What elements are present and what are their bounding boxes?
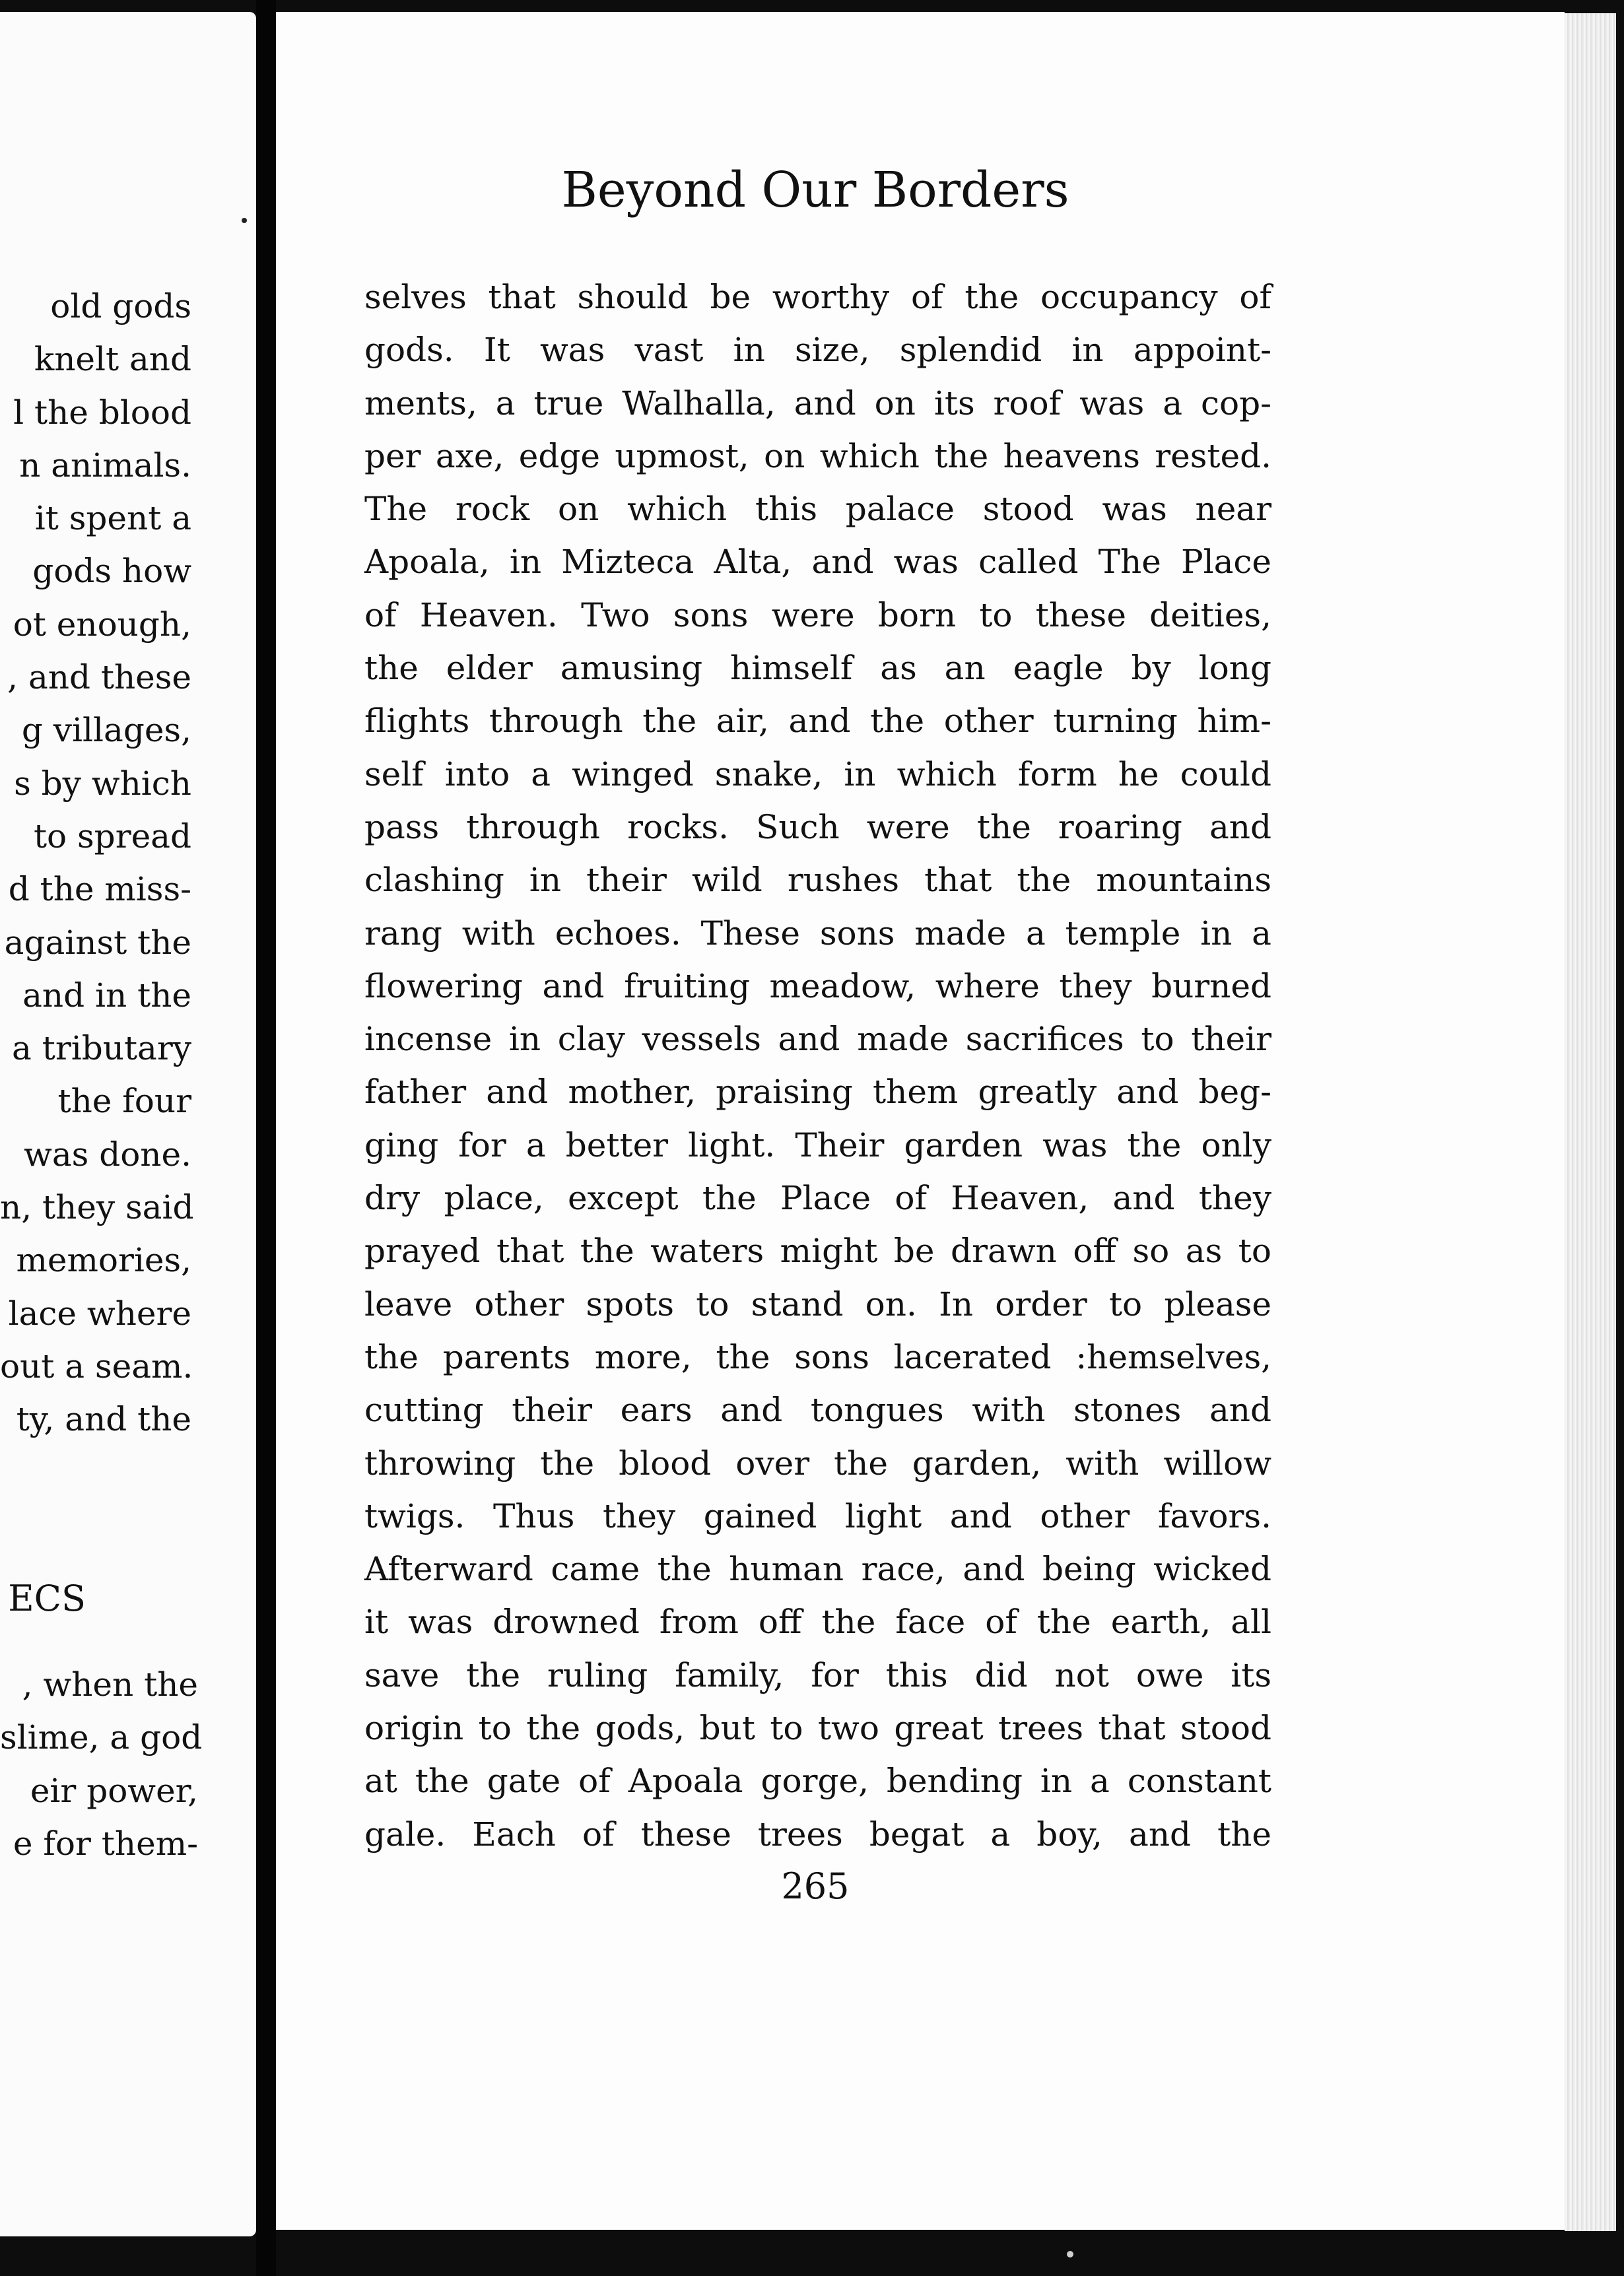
previous-page-line: s by which: [14, 764, 191, 803]
text-line: ging for a better light. Their garden was the only: [364, 1125, 1271, 1164]
previous-page-line: d the miss-: [8, 870, 191, 909]
previous-page-line: ty, and the: [16, 1400, 191, 1439]
text-line: dry place, except the Place of Heaven, and they: [364, 1179, 1271, 1218]
previous-page-line: old gods: [50, 287, 191, 325]
text-line: flowering and fruiting meadow, where they burned: [364, 966, 1271, 1005]
text-line: Apoala, in Mizteca Alta, and was called The Place: [364, 543, 1271, 582]
text-line: flights through the air, and the other turning him-: [364, 702, 1271, 741]
text-line: gods. It was vast in size, splendid in appoint-: [364, 331, 1271, 370]
text-line: of Heaven. Two sons were born to these deities,: [364, 595, 1271, 634]
previous-page-line: l the blood: [13, 393, 191, 432]
scan-speck: [1067, 2251, 1073, 2258]
text-line: origin to the gods, but to two great trees that stood: [364, 1709, 1271, 1748]
previous-page-text-bottom: [0, 1658, 203, 1870]
text-line: per axe, edge upmost, on which the heavens rested.: [364, 436, 1271, 475]
previous-page-line: slime, a god: [0, 1718, 203, 1757]
text-line: the parents more, the sons lacerated :hemselves,: [364, 1337, 1271, 1376]
page-number: 265: [781, 1865, 850, 1907]
previous-page-line: , when the: [22, 1665, 198, 1704]
text-line: The rock on which this palace stood was near: [364, 490, 1271, 529]
previous-page-line: eir power,: [30, 1771, 198, 1810]
text-line: clashing in their wild rushes that the mountains: [364, 861, 1271, 900]
text-line: Afterward came the human race, and being wicked: [364, 1550, 1271, 1589]
text-line: at the gate of Apoala gorge, bending in a constant: [364, 1762, 1271, 1801]
previous-page-heading-fragment: ECS: [8, 1578, 86, 1619]
book-spine: [256, 0, 276, 2276]
text-line: ments, a true Walhalla, and on its roof was a cop-: [364, 384, 1271, 422]
running-head: Beyond Our Borders: [561, 162, 1069, 218]
text-line: save the ruling family, for this did not owe its: [364, 1656, 1271, 1694]
previous-page-line: , and these: [7, 658, 191, 697]
text-line: gale. Each of these trees begat a boy, and the: [364, 1815, 1271, 1854]
previous-page-line: the four: [57, 1082, 191, 1121]
previous-page-line: and in the: [22, 976, 191, 1015]
previous-page-line: was done.: [24, 1135, 191, 1174]
text-line: throwing the blood over the garden, with willow: [364, 1444, 1271, 1483]
previous-page-line: n, they said: [0, 1188, 194, 1227]
previous-page-line: memories,: [16, 1241, 191, 1280]
text-line: selves that should be worthy of the occupancy of: [364, 278, 1271, 316]
text-line: it was drowned from off the face of the earth, all: [364, 1603, 1271, 1642]
previous-page-line: lace where: [8, 1294, 191, 1333]
text-line: cutting their ears and tongues with stones and: [364, 1391, 1271, 1430]
previous-page-line: knelt and: [34, 340, 191, 379]
text-line: father and mother, praising them greatly and beg-: [364, 1073, 1271, 1112]
text-line: the elder amusing himself as an eagle by long: [364, 649, 1271, 688]
text-line: leave other spots to stand on. In order to please: [364, 1285, 1271, 1323]
previous-page-line: g villages,: [21, 711, 191, 750]
text-line: prayed that the waters might be drawn off so as to: [364, 1232, 1271, 1271]
previous-page-text-top: [0, 280, 194, 1446]
previous-page-line: it spent a: [34, 499, 191, 538]
previous-page-line: ot enough,: [13, 605, 191, 644]
text-line: self into a winged snake, in which form he could: [364, 754, 1271, 793]
previous-page-line: e for them-: [13, 1824, 198, 1863]
text-line: incense in clay vessels and made sacrifices to their: [364, 1020, 1271, 1059]
previous-page-line: gods how: [32, 552, 191, 591]
previous-page-line: n animals.: [19, 446, 191, 485]
text-line: pass through rocks. Such were the roaring and: [364, 807, 1271, 846]
text-line: rang with echoes. These sons made a temple in a: [364, 914, 1271, 953]
previous-page-line: a tributary: [12, 1029, 191, 1068]
gutter-mark: [242, 218, 247, 223]
body-text: [364, 271, 1271, 1861]
previous-page-line: out a seam.: [0, 1347, 193, 1386]
text-line: twigs. Thus they gained light and other favors.: [364, 1496, 1271, 1535]
previous-page-line: to spread: [33, 817, 191, 855]
previous-page-line: against the: [4, 923, 191, 962]
